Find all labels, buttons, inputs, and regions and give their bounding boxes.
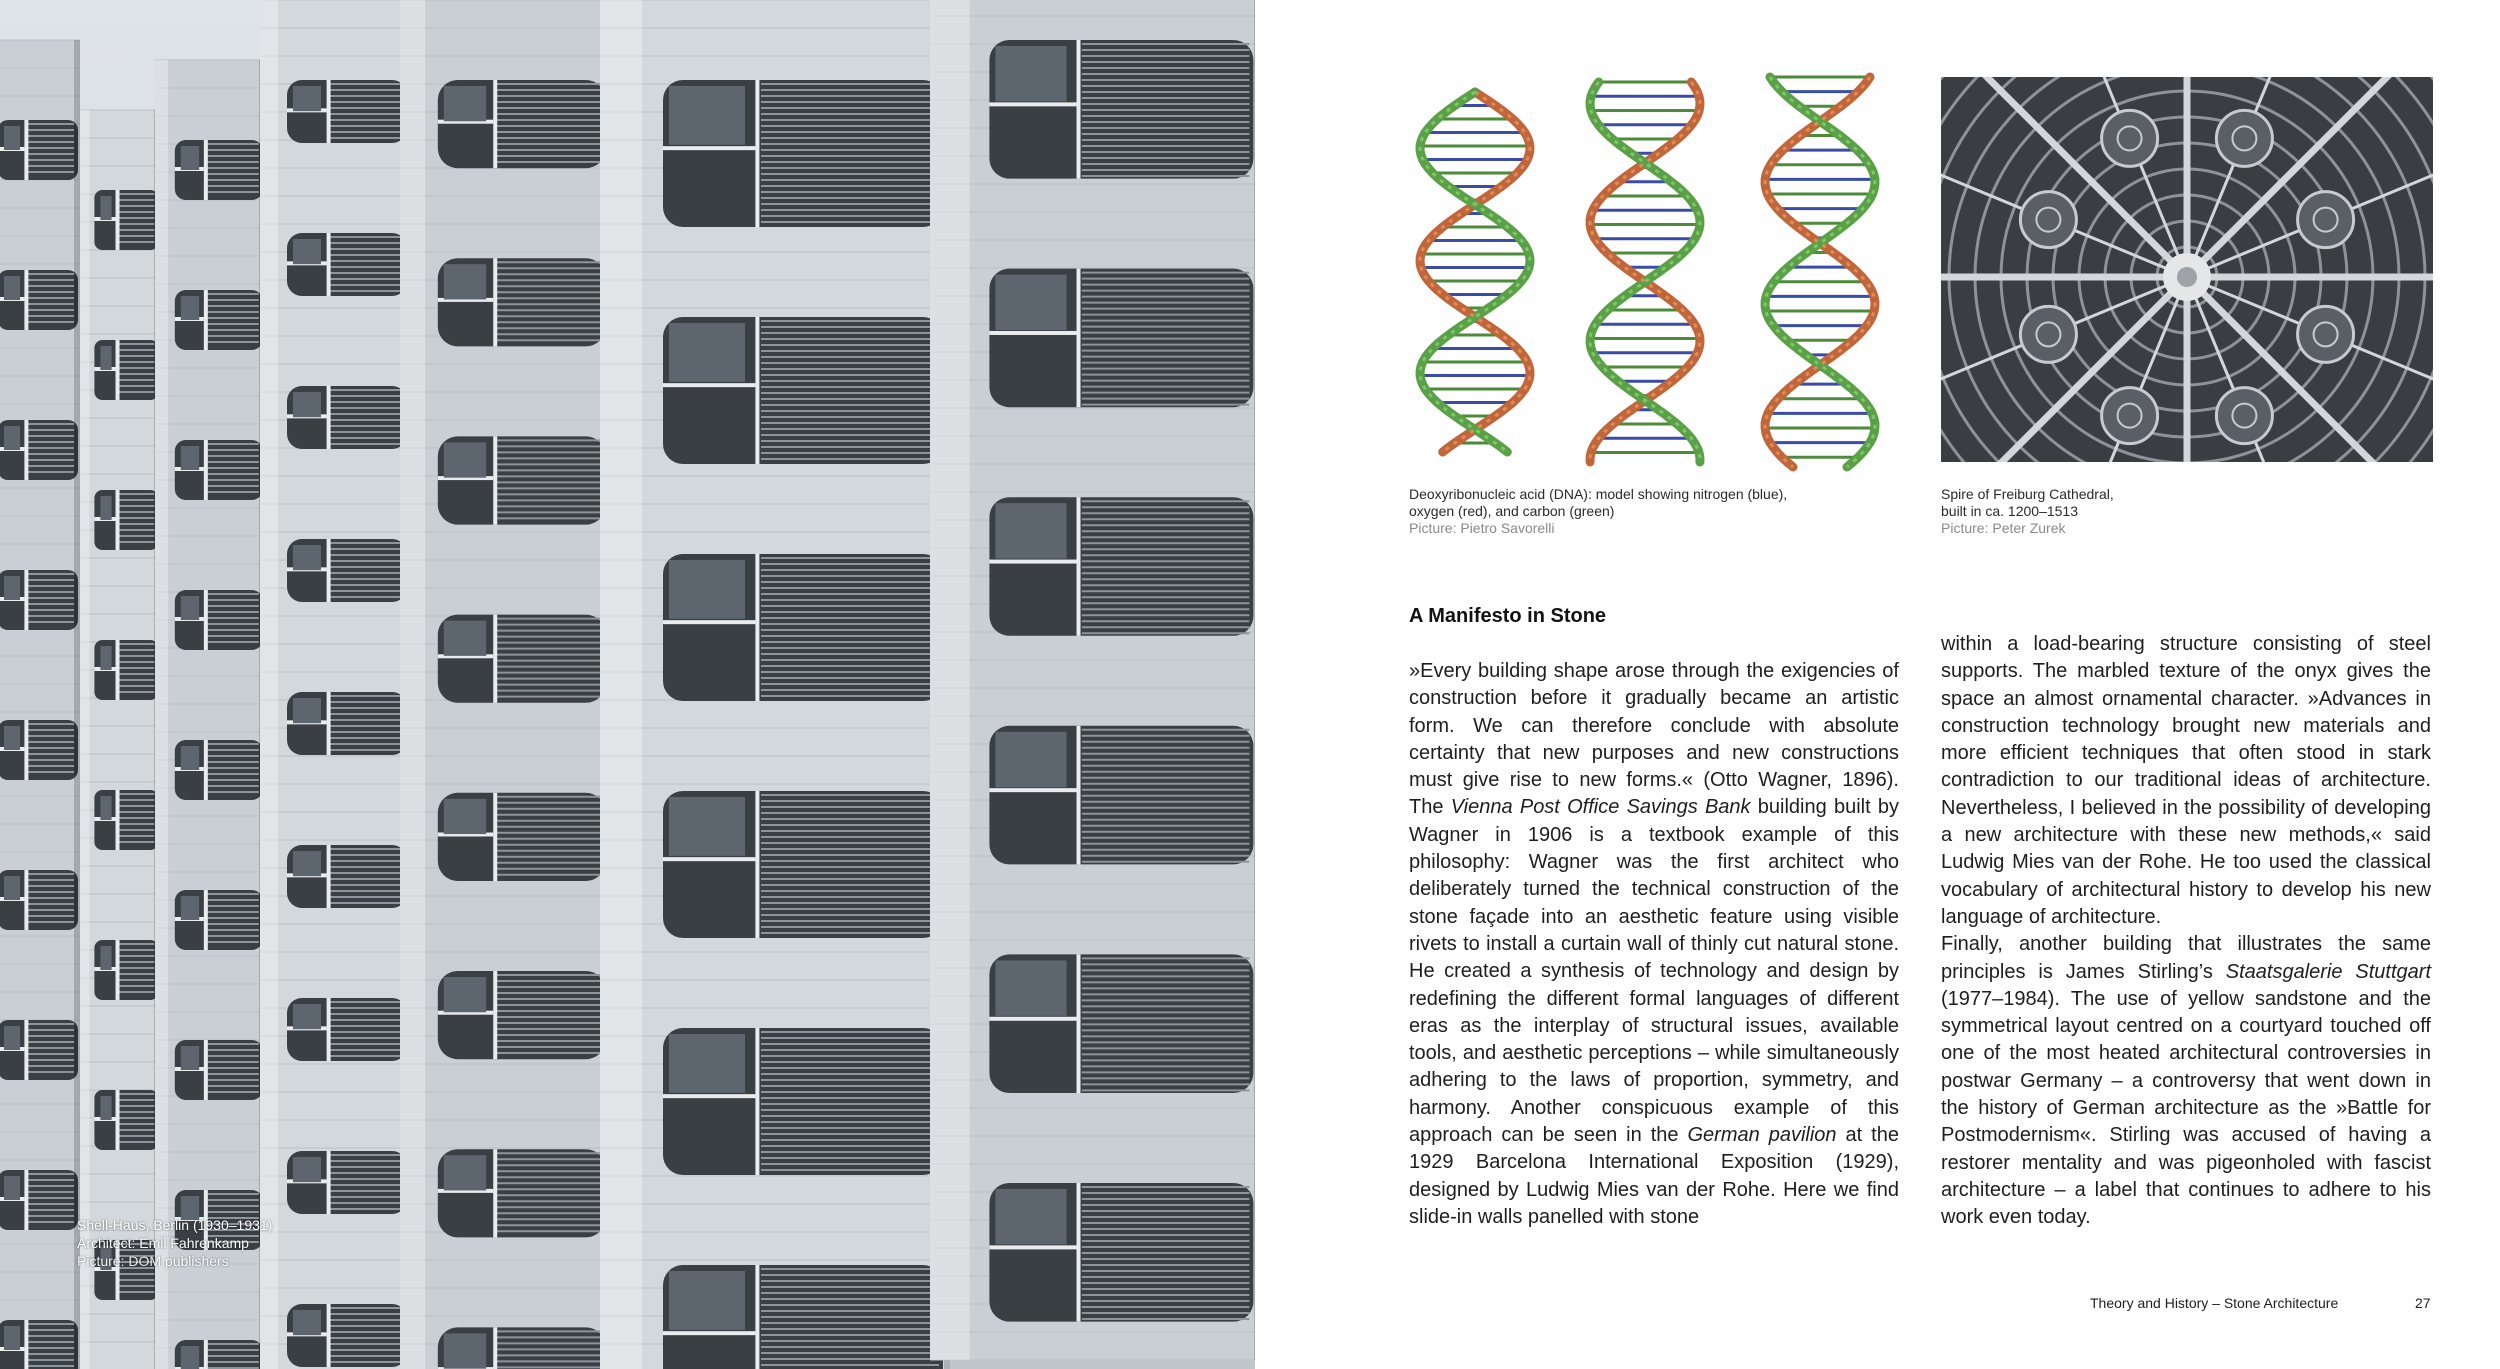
dna-helix-illustration <box>1400 72 1900 472</box>
article-heading: A Manifesto in Stone <box>1409 605 1607 627</box>
facade-tower <box>400 0 610 1369</box>
spire-caption-line1: Spire of Freiburg Cathedral, <box>1941 486 2114 502</box>
photo-caption-credit: Picture: DOM publishers <box>77 1253 229 1269</box>
article-column-1 <box>1409 658 1899 1231</box>
dna-caption-credit: Picture: Pietro Savorelli <box>1409 520 1555 536</box>
facade-tower <box>0 40 80 1369</box>
photo-caption-title: Shell-Haus, Berlin (1930–1931) <box>77 1217 273 1233</box>
text-run: at the 1929 Barcelona International Exposition (1929), designed by Ludwig Mies van der Rohe. Here we find slide-in walls panelled with stone <box>1409 1124 1899 1228</box>
italic-title: Vienna Post Office Savings Bank <box>1450 796 1751 819</box>
running-footer: Theory and History – Stone Architecture <box>2090 1295 2339 1311</box>
spire-caption-line2: built in ca. 1200–1513 <box>1941 503 2078 519</box>
spire-caption-credit: Picture: Peter Zurek <box>1941 520 2066 536</box>
column-1-paragraph <box>1409 658 1899 1231</box>
italic-title: Staatsgalerie Stuttgart <box>2225 960 2432 983</box>
dna-caption-line1: Deoxyribonucleic acid (DNA): model showing nitrogen (blue), <box>1409 486 1788 502</box>
facade-tower <box>600 0 950 1369</box>
column-2-paragraph-1: within a load-bearing structure consisting of steel supports. The marbled texture of the onyx gives the space an almost ornamental character. »Advances in construction technology brought new materials and more efficient techniques that often stood in stark contradiction to our traditional ideas of architecture. Nevertheless, I believed in the possibility of developing a new architecture with these new methods,« said Ludwig Mies van der Rohe. He too used the classical vocabulary of architectural history to develop his new language of architecture. <box>1941 633 2431 928</box>
dna-helix <box>1420 92 1530 452</box>
spire-vault <box>1941 77 2433 462</box>
dna-caption <box>1409 486 1889 537</box>
text-run: (1977–1984). The use of yellow sandstone and the symmetrical layout centred on a courtyard touched off one of the most heated architectural controversies in postwar Germany – a controversy that went down in the history of German architecture as the »Battle for Postmodernism«. Stirling was accused of having a restorer mentality and was pigeonholed with fascist architecture – a label that continues to adhere to his work even today. <box>1941 987 2431 1229</box>
dna-model-image <box>1400 72 1900 472</box>
spire-illustration <box>1941 77 2433 462</box>
facade-tower <box>930 0 1255 1360</box>
italic-title: German pavilion <box>1687 1124 1837 1147</box>
article-column-2 <box>1941 631 2431 1232</box>
photo-caption-architect: Architect: Emil Fahrenkamp <box>77 1235 249 1251</box>
facade-tower <box>155 60 265 1369</box>
text-run: »Every building shape arose through the exigencies of construction before it gradually became an artistic form. We can therefore conclude with absolute certainty that new purposes and new constructions must give rise to new forms.« (Otto Wagner, 1896). The <box>1409 660 1899 819</box>
facade-tower <box>80 110 160 1369</box>
spire-caption <box>1941 486 2341 537</box>
cathedral-spire-image <box>1941 77 2433 462</box>
photo-caption <box>77 1216 377 1270</box>
dna-caption-line2: oxygen (red), and carbon (green) <box>1409 503 1615 519</box>
text-run: building built by Wagner in 1906 is a textbook example of this philosophy: Wagner was the first architect who deliberately turned the technical construction of the stone façade into an aesthetic feature using visible rivets to install a curtain wall of thinly cut natural stone. He created a synthesis of technology and design by redefining the different formal languages of different eras as the interplay of structural issues, available tools, and aesthetic perceptions – while simultaneously adhering to the laws of proportion, symmetry, and harmony. Another conspicuous example of this approach can be seen in the <box>1409 796 1899 1147</box>
text-run: Finally, another building that illustrates the same principles is James Stirling’s <box>1941 933 2431 983</box>
page-number: 27 <box>2415 1295 2431 1311</box>
facade-tower <box>260 0 410 1369</box>
dna-helix <box>1590 82 1700 462</box>
dna-helix <box>1765 77 1875 467</box>
column-2-paragraph-2 <box>1941 931 2431 1231</box>
